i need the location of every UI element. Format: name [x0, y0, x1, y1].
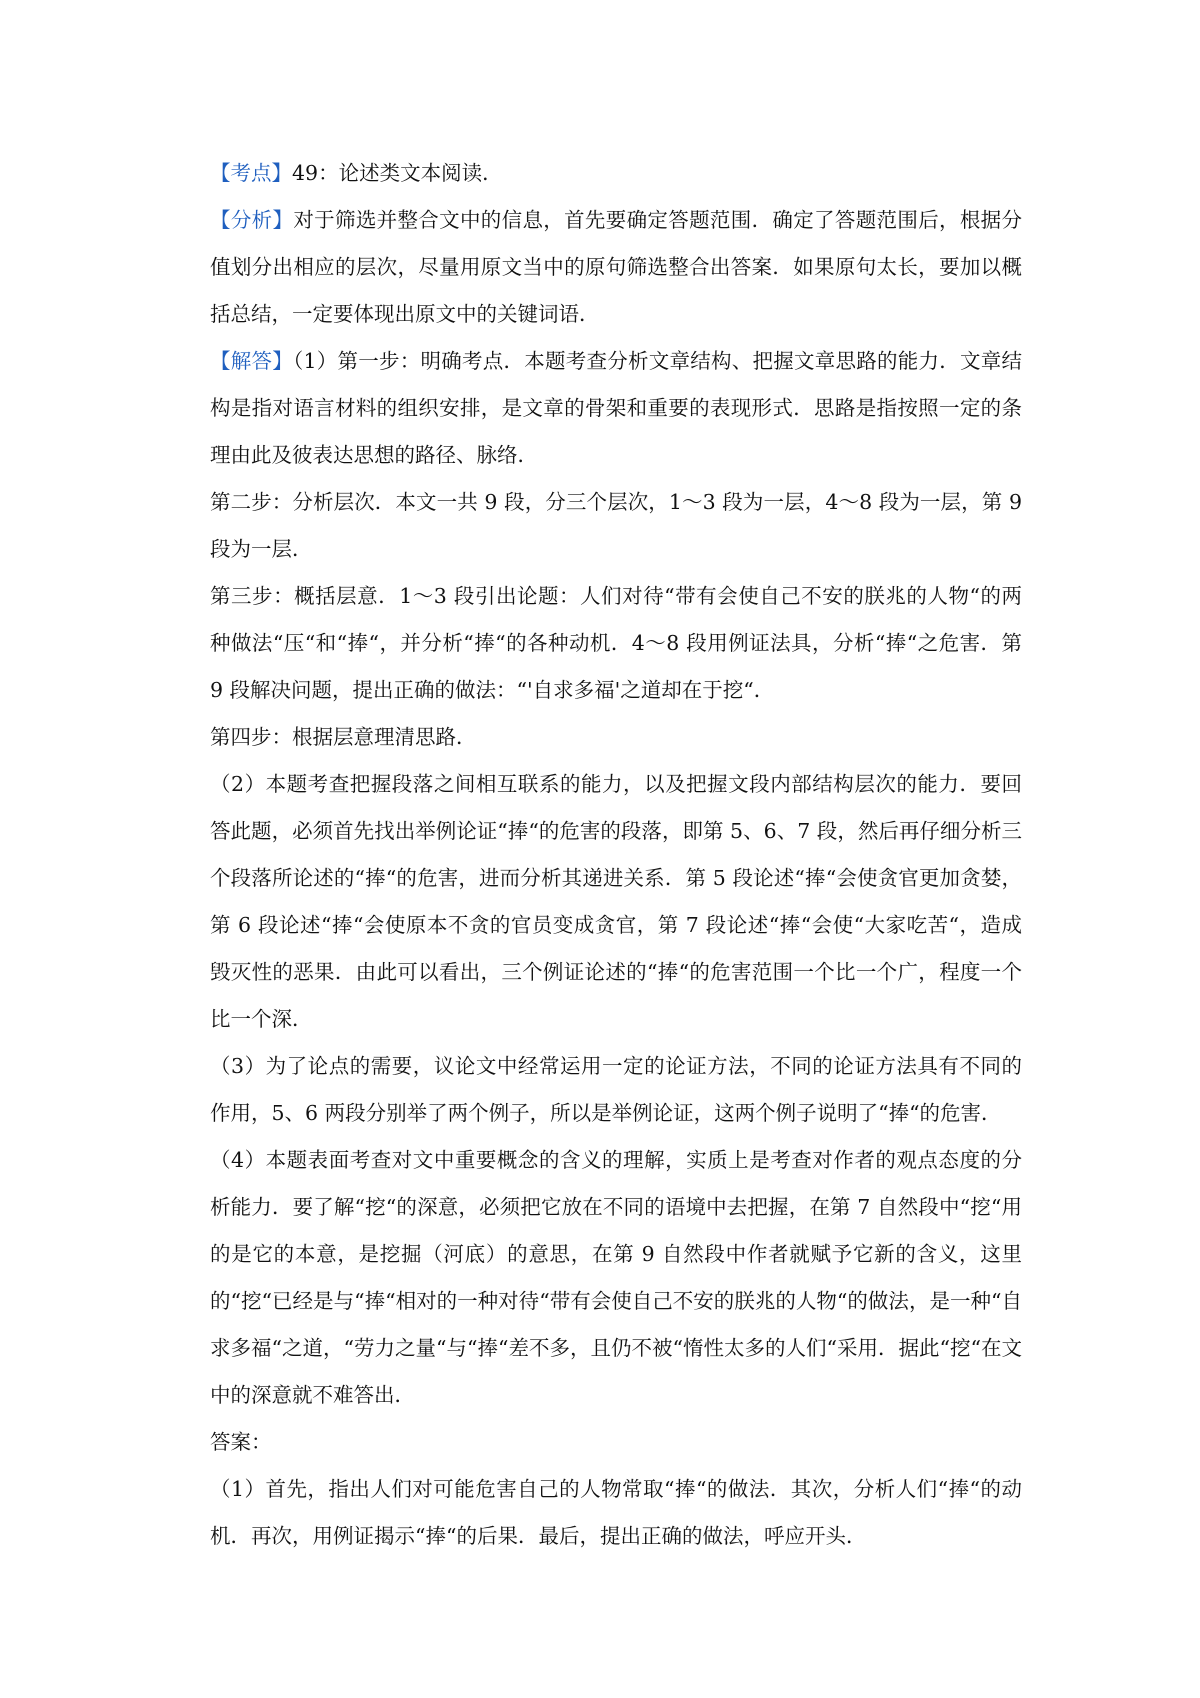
kaodian-text: 49：论述类文本阅读．: [292, 161, 503, 185]
jieda-text: （1）第一步：明确考点．本题考查分析文章结构、把握文章思路的能力．文章结构是指对语言材料的组织安排，是文章的骨架和重要的表现形式．思路是指按照一定的条理由此及彼表达思想的路径、脉络．: [210, 349, 1022, 467]
answer-1-paragraph: （1）首先，指出人们对可能危害自己的人物常取“捧“的做法．其次，分析人们“捧“的动机．再次，用例证揭示“捧“的后果．最后，提出正确的做法，呼应开头．: [210, 1477, 1022, 1548]
answer-analysis-content: [210, 150, 1022, 1560]
answer-label: 答案：: [210, 1430, 272, 1454]
step-4-paragraph: 第四步：根据层意理清思路．: [210, 725, 477, 749]
jieda-paragraph: [210, 338, 1022, 479]
part-4-paragraph: （4）本题表面考查对文中重要概念的含义的理解，实质上是考查对作者的观点态度的分析能力．要了解“挖“的深意，必须把它放在不同的语境中去把握，在第 7 自然段中“挖“用的是它的本意，是挖掘（河底）的意思，在第 9 自然段中作者就赋予它新的含义，这里的“挖“已经是与“捧“相对的一种对待“带有会使自己不安的朕兆的人物“的做法，是一种“自求多福“之道，“劳力之量“与“捧“差不多，且仍不被“惰性太多的人们“采用．据此“挖“在文中的深意就不难答出．: [210, 1148, 1022, 1407]
kaodian-paragraph: [210, 150, 1022, 197]
fenxi-text: 对于筛选并整合文中的信息，首先要确定答题范围．确定了答题范围后，根据分值划分出相应的层次，尽量用原文当中的原句筛选整合出答案．如果原句太长，要加以概括总结，一定要体现出原文中的关键词语．: [210, 208, 1023, 326]
step-3-paragraph: 第三步：概括层意．1～3 段引出论题：人们对待“带有会使自己不安的朕兆的人物“的两种做法“压“和“捧“，并分析“捧“的各种动机．4～8 段用例证法具，分析“捧“之危害．第 9 段解决问题，提出正确的做法：“'自求多福'之道却在于挖“．: [210, 584, 1022, 702]
kaodian-tag: 【考点】: [210, 161, 292, 185]
fenxi-tag: 【分析】: [210, 208, 294, 232]
jieda-tag: 【解答】: [210, 349, 293, 373]
fenxi-paragraph: [210, 197, 1022, 338]
part-2-paragraph: （2）本题考查把握段落之间相互联系的能力，以及把握文段内部结构层次的能力．要回答此题，必须首先找出举例论证“捧“的危害的段落，即第 5、6、7 段，然后再仔细分析三个段落所论述的“捧“的危害，进而分析其递进关系．第 5 段论述“捧“会使贪官更加贪婪，第 6 段论述“捧“会使原本不贪的官员变成贪官，第 7 段论述“捧“会使“大家吃苦“，造成毁灭性的恶果．由此可以看出，三个例证论述的“捧“的危害范围一个比一个广，程度一个比一个深．: [210, 772, 1022, 1031]
part-3-paragraph: （3）为了论点的需要，议论文中经常运用一定的论证方法，不同的论证方法具有不同的作用，5、6 两段分别举了两个例子，所以是举例论证，这两个例子说明了“捧“的危害．: [210, 1054, 1022, 1125]
step-2-paragraph: 第二步：分析层次．本文一共 9 段，分三个层次，1～3 段为一层，4～8 段为一层，第 9 段为一层．: [210, 490, 1022, 561]
